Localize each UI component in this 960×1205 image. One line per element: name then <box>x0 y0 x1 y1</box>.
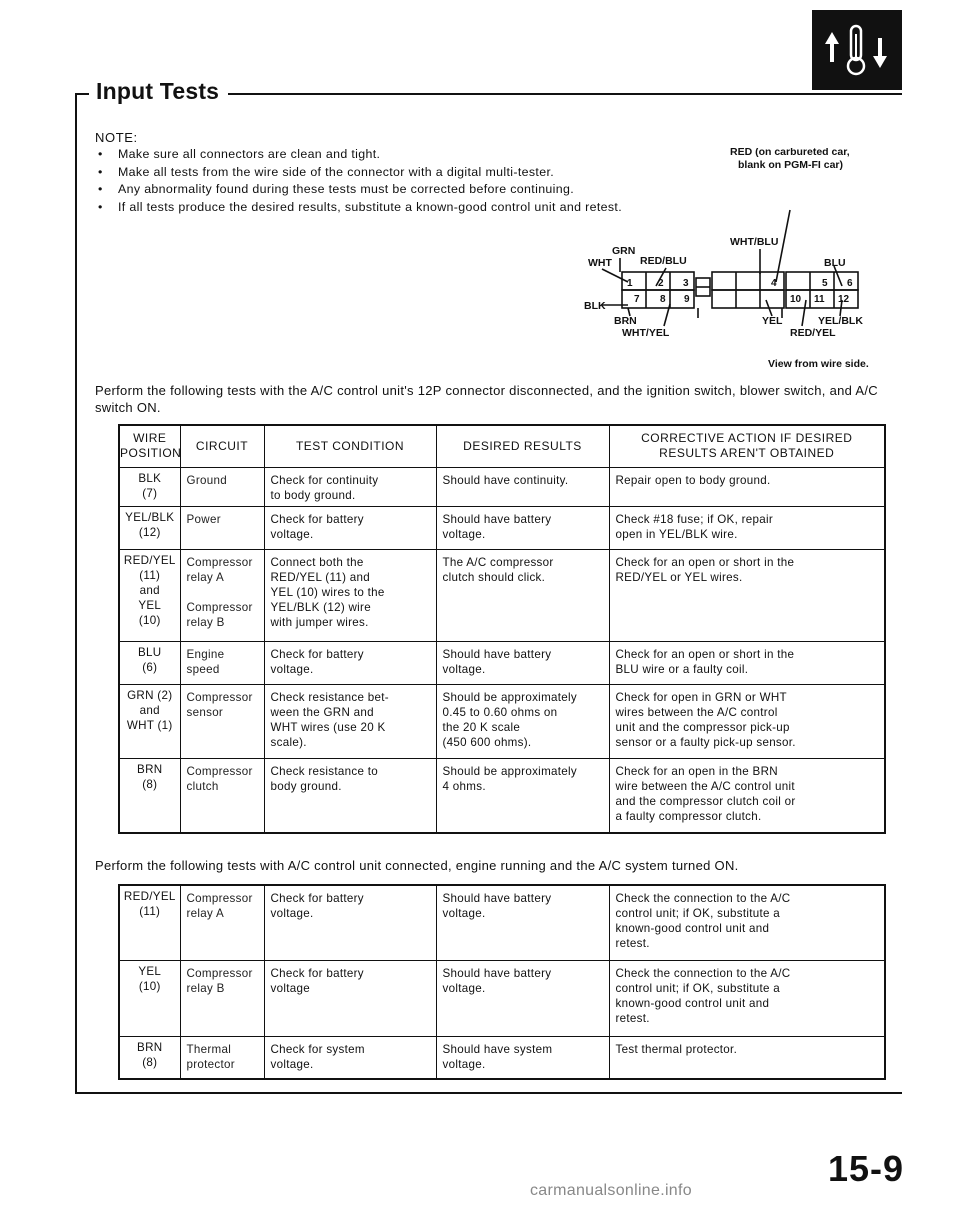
title-rule <box>228 93 902 95</box>
cell-wire: RED/YEL (11) and YEL (10) <box>119 549 180 641</box>
cell-result: Should have battery voltage. <box>436 506 609 549</box>
label-wht: WHT <box>588 257 612 269</box>
frame-corner <box>75 93 89 95</box>
label-yel-blk: YEL/BLK <box>818 315 863 327</box>
note-item: • If all tests produce the desired results, substitute a known-good control unit and retest. <box>95 199 622 217</box>
callout-line-2: blank on PGM-FI car) <box>738 159 844 171</box>
pin-8: 8 <box>660 294 666 305</box>
pin-1: 1 <box>627 278 633 289</box>
connector-caption: View from wire side. <box>768 358 869 370</box>
cell-wire: BLK (7) <box>119 467 180 506</box>
cell-condition: Connect both the RED/YEL (11) and YEL (10) wires to the YEL/BLK (12) wire with jumper wires. <box>264 549 436 641</box>
note-item: • Any abnormality found during these tests must be corrected before continuing. <box>95 181 622 199</box>
table-row <box>119 885 885 960</box>
intro-paragraph: Perform the following tests with the A/C control unit's 12P connector disconnected, and the ignition switch, blower switch, and A/C switch ON. <box>95 383 878 415</box>
cell-condition: Check resistance bet- ween the GRN and WHT wires (use 20 K scale). <box>264 684 436 758</box>
cell-wire: BRN (8) <box>119 758 180 833</box>
table-row <box>119 467 885 506</box>
cell-action: Check the connection to the A/C control unit; if OK, substitute a known-good control unit and retest. <box>609 885 885 960</box>
frame-left-rule <box>75 93 77 1093</box>
table-header-row <box>119 425 885 467</box>
cell-condition: Check for battery voltage. <box>264 506 436 549</box>
header-test-condition: TEST CONDITION <box>264 425 436 467</box>
cell-action: Check #18 fuse; if OK, repair open in YEL/BLK wire. <box>609 506 885 549</box>
header-corrective-action: CORRECTIVE ACTION IF DESIRED RESULTS AREN'T OBTAINED <box>609 425 885 467</box>
thermostat-fan-icon <box>812 10 902 90</box>
label-wht-blu: WHT/BLU <box>730 236 779 248</box>
page-title: Input Tests <box>96 78 220 104</box>
table-row <box>119 758 885 833</box>
pin-11: 11 <box>814 294 825 305</box>
running-tests-table <box>118 884 886 1080</box>
cell-circuit: Power <box>180 506 264 549</box>
cell-result: Should have continuity. <box>436 467 609 506</box>
cell-condition: Check for battery voltage. <box>264 885 436 960</box>
cell-circuit: Compressor relay A <box>180 885 264 960</box>
table-row <box>119 960 885 1036</box>
cell-condition: Check for battery voltage. <box>264 641 436 684</box>
note-item: • Make all tests from the wire side of the connector with a digital multi-tester. <box>95 164 622 182</box>
cell-wire: YEL/BLK (12) <box>119 506 180 549</box>
pin-10: 10 <box>790 294 802 305</box>
label-blu: BLU <box>824 257 846 269</box>
cell-wire: GRN (2) and WHT (1) <box>119 684 180 758</box>
page-number: 15-9 <box>828 1148 905 1189</box>
cell-wire: BLU (6) <box>119 641 180 684</box>
input-tests-table <box>118 424 886 834</box>
cell-result: Should be approximately 0.45 to 0.60 ohms on the 20 K scale (450 600 ohms). <box>436 684 609 758</box>
cell-result: Should have battery voltage. <box>436 960 609 1036</box>
cell-result: Should have system voltage. <box>436 1036 609 1079</box>
pin-7: 7 <box>634 294 640 305</box>
cell-result: Should be approximately 4 ohms. <box>436 758 609 833</box>
table-row <box>119 549 885 641</box>
cell-wire: YEL (10) <box>119 960 180 1036</box>
table-row <box>119 684 885 758</box>
pin-4: 4 <box>771 278 777 289</box>
label-red-yel: RED/YEL <box>790 327 836 339</box>
label-brn: BRN <box>614 315 637 327</box>
frame-bottom-rule <box>75 1092 902 1094</box>
pin-12: 12 <box>838 294 850 305</box>
cell-circuit: Compressor sensor <box>180 684 264 758</box>
connector-diagram <box>490 148 910 373</box>
cell-condition: Check for continuity to body ground. <box>264 467 436 506</box>
label-yel: YEL <box>762 315 783 327</box>
cell-result: The A/C compressor clutch should click. <box>436 549 609 641</box>
header-wire-position: WIRE POSITION <box>119 425 180 467</box>
cell-condition: Check for battery voltage <box>264 960 436 1036</box>
cell-action: Check for an open in the BRN wire between the A/C control unit and the compressor clutch coil or a faulty compressor clutch. <box>609 758 885 833</box>
cell-circuit: Compressor clutch <box>180 758 264 833</box>
table-row <box>119 641 885 684</box>
intro-paragraph-2: Perform the following tests with A/C control unit connected, engine running and the A/C system turned ON. <box>95 858 739 873</box>
table-row <box>119 506 885 549</box>
cell-circuit: Compressor relay A Compressor relay B <box>180 549 264 641</box>
label-grn: GRN <box>612 245 636 257</box>
callout-line-1: RED (on carbureted car, <box>730 148 850 158</box>
pin-9: 9 <box>684 294 690 305</box>
cell-condition: Check resistance to body ground. <box>264 758 436 833</box>
pin-5: 5 <box>822 278 828 289</box>
cell-action: Test thermal protector. <box>609 1036 885 1079</box>
header-desired-results: DESIRED RESULTS <box>436 425 609 467</box>
label-red-blu: RED/BLU <box>640 255 687 267</box>
cell-action: Check for an open or short in the BLU wire or a faulty coil. <box>609 641 885 684</box>
pin-2: 2 <box>658 278 664 289</box>
cell-action: Check the connection to the A/C control unit; if OK, substitute a known-good control unit and retest. <box>609 960 885 1036</box>
watermark: carmanualsonline.info <box>530 1182 692 1199</box>
cell-result: Should have battery voltage. <box>436 641 609 684</box>
cell-circuit: Thermal protector <box>180 1036 264 1079</box>
cell-action: Repair open to body ground. <box>609 467 885 506</box>
header-circuit: CIRCUIT <box>180 425 264 467</box>
pin-6: 6 <box>847 278 853 289</box>
table-row <box>119 1036 885 1079</box>
cell-wire: RED/YEL (11) <box>119 885 180 960</box>
cell-condition: Check for system voltage. <box>264 1036 436 1079</box>
cell-action: Check for an open or short in the RED/YEL or YEL wires. <box>609 549 885 641</box>
cell-circuit: Ground <box>180 467 264 506</box>
pin-3: 3 <box>683 278 689 289</box>
cell-wire: BRN (8) <box>119 1036 180 1079</box>
cell-result: Should have battery voltage. <box>436 885 609 960</box>
cell-circuit: Compressor relay B <box>180 960 264 1036</box>
cell-circuit: Engine speed <box>180 641 264 684</box>
note-label: NOTE: <box>95 130 138 145</box>
note-item: • Make sure all connectors are clean and tight. <box>95 146 622 164</box>
cell-action: Check for open in GRN or WHT wires between the A/C control unit and the compressor pick-up sensor or a faulty pick-up sensor. <box>609 684 885 758</box>
label-blk: BLK <box>584 300 606 312</box>
label-wht-yel: WHT/YEL <box>622 327 670 339</box>
